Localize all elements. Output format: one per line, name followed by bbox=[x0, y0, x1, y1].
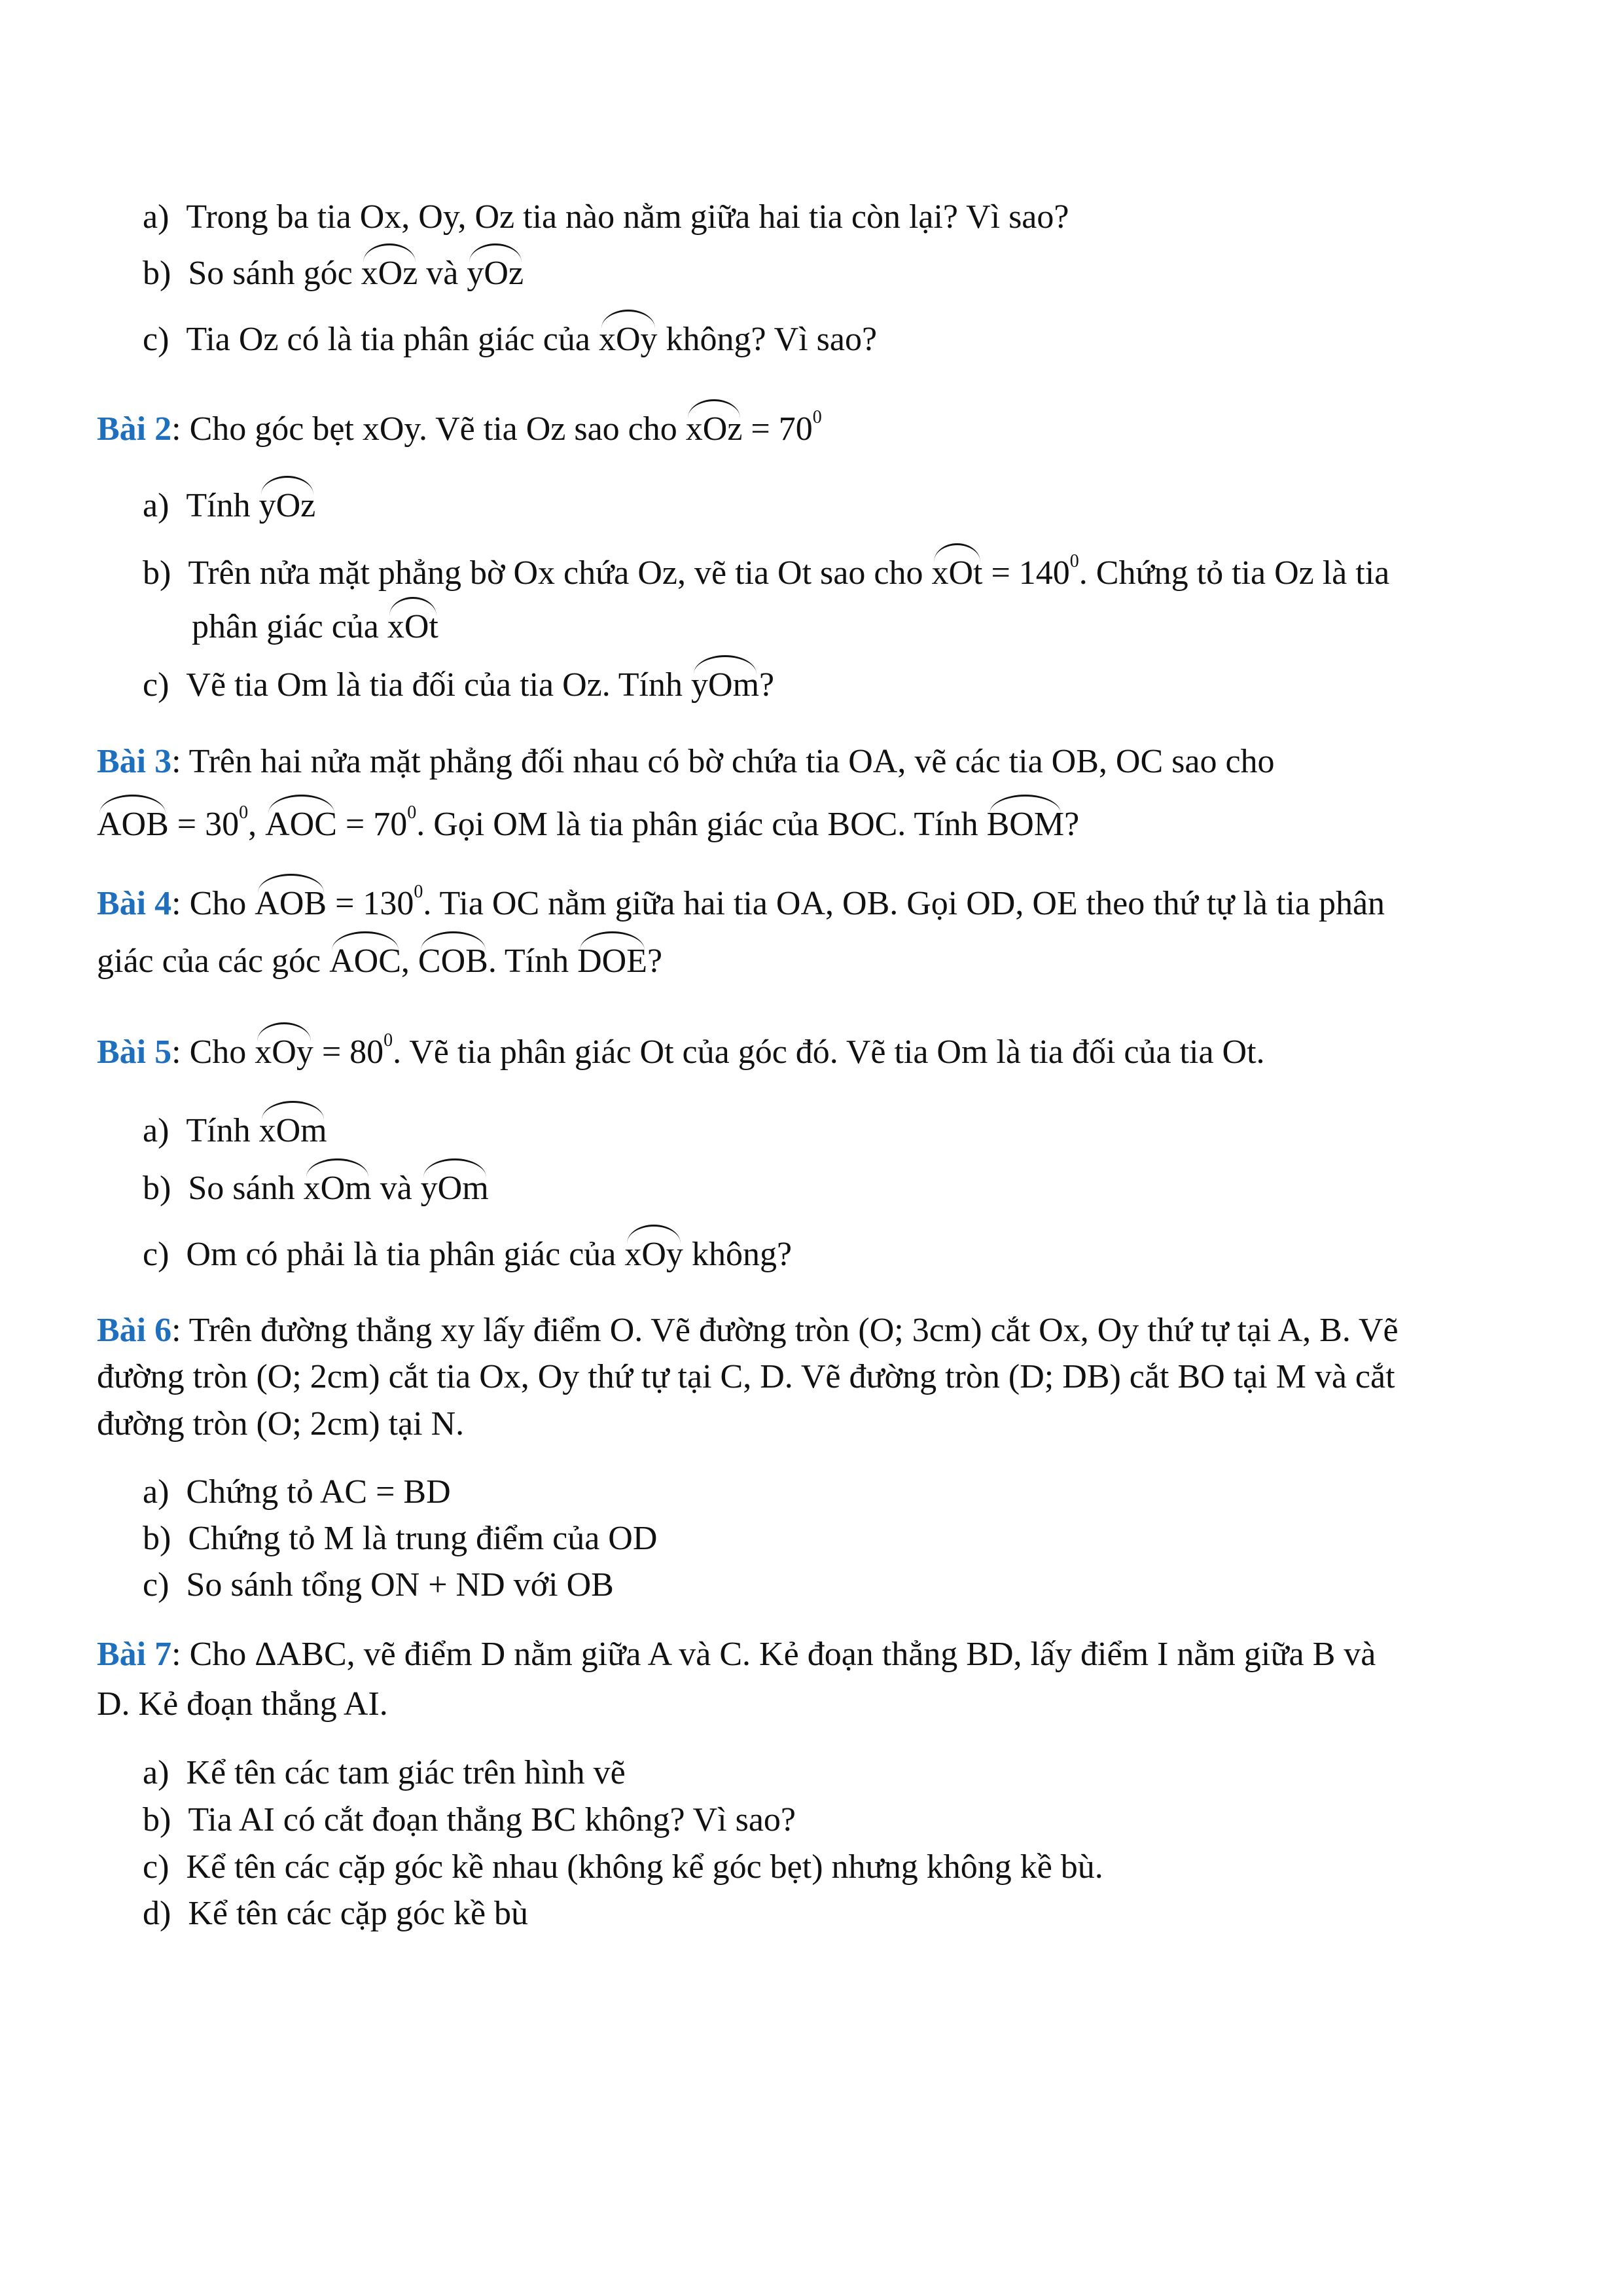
statement-text: : Cho ΔABC, vẽ điểm D nằm giữa A và C. Kẻ đoạn thẳng BD, lấy điểm I nằm giữa B và bbox=[171, 1636, 1376, 1673]
item-text: Om có phải là tia phân giác của bbox=[186, 1236, 625, 1273]
item-text: Tia AI có cắt đoạn thẳng BC không? Vì sao? bbox=[188, 1801, 796, 1839]
item-label: a) bbox=[143, 1473, 169, 1511]
item-text: Kể tên các cặp góc kề nhau (không kể góc bẹt) nhưng không kề bù. bbox=[186, 1848, 1103, 1886]
item-text: So sánh tổng ON + ND với OB bbox=[186, 1566, 614, 1604]
bai2-item-b bbox=[143, 552, 1389, 590]
degree-mark: 0 bbox=[1069, 551, 1079, 571]
angle-symbol: DOE bbox=[577, 942, 647, 980]
bai6-statement bbox=[97, 1314, 1399, 1348]
item-text: Chứng tỏ AC = BD bbox=[186, 1473, 451, 1511]
item-label: b) bbox=[143, 1170, 171, 1207]
bai7-item-d bbox=[143, 1897, 528, 1931]
angle-symbol: xOt bbox=[387, 608, 438, 645]
item-label: c) bbox=[143, 666, 169, 704]
degree-mark: 0 bbox=[414, 882, 423, 902]
bai2-item-c bbox=[143, 668, 774, 702]
statement-text: : Trên đường thẳng xy lấy điểm O. Vẽ đường tròn (O; 3cm) cắt Ox, Oy thứ tự tại A, B. Vẽ bbox=[171, 1312, 1399, 1349]
bai6-statement-line2 bbox=[97, 1360, 1395, 1394]
exercise-label: Bài 2 bbox=[97, 410, 172, 448]
item-text: Trong ba tia Ox, Oy, Oz tia nào nằm giữa hai tia còn lại? Vì sao? bbox=[186, 198, 1069, 236]
item-text: Kể tên các cặp góc kề bù bbox=[188, 1895, 529, 1932]
angle-symbol: xOy bbox=[255, 1033, 313, 1071]
degree-mark: 0 bbox=[239, 802, 249, 823]
item-label: c) bbox=[143, 321, 169, 358]
item-text: không? Vì sao? bbox=[657, 321, 878, 358]
bai6-item-c bbox=[143, 1568, 614, 1602]
equation: = 80 bbox=[313, 1033, 384, 1071]
bai3-statement bbox=[97, 745, 1275, 779]
exercise-label: Bài 4 bbox=[97, 885, 172, 922]
statement-text: ? bbox=[647, 942, 663, 980]
statement-text: : Cho bbox=[171, 885, 255, 922]
angle-symbol: xOt bbox=[931, 554, 983, 592]
separator: , bbox=[248, 806, 266, 843]
bai7-statement bbox=[97, 1638, 1376, 1672]
angle-symbol: COB bbox=[418, 942, 488, 980]
bai3-statement-line2 bbox=[97, 804, 1079, 842]
bai6-item-b bbox=[143, 1522, 657, 1556]
item-text: Tính bbox=[186, 1112, 259, 1149]
equation: = 140 bbox=[982, 554, 1070, 592]
angle-symbol: AOB bbox=[97, 806, 169, 843]
bai4-statement-line2 bbox=[97, 944, 662, 978]
angle-symbol: yOz bbox=[259, 487, 316, 524]
equation: = 70 bbox=[336, 806, 408, 843]
bai2-item-b-continued bbox=[192, 610, 438, 644]
item-label: c) bbox=[143, 1848, 169, 1886]
item-label: d) bbox=[143, 1895, 171, 1932]
statement-text: D. Kẻ đoạn thẳng AI. bbox=[97, 1685, 388, 1723]
bai5-item-c bbox=[143, 1238, 792, 1272]
degree-mark: 0 bbox=[383, 1030, 393, 1050]
item-text: So sánh góc bbox=[188, 255, 361, 292]
equation: = 30 bbox=[168, 806, 240, 843]
exercise-label: Bài 7 bbox=[97, 1636, 172, 1673]
angle-symbol: BOM bbox=[986, 806, 1065, 843]
item-text: Chứng tỏ M là trung điểm của OD bbox=[188, 1520, 658, 1557]
separator: , bbox=[401, 942, 418, 980]
bai7-item-b bbox=[143, 1803, 796, 1837]
statement-text: : Cho góc bẹt xOy. Vẽ tia Oz sao cho bbox=[171, 410, 686, 448]
item-text: Tính bbox=[186, 487, 259, 524]
bai5-statement bbox=[97, 1031, 1265, 1069]
item-label: a) bbox=[143, 1754, 169, 1791]
angle-symbol: AOC bbox=[329, 942, 401, 980]
item-text: Kể tên các tam giác trên hình vẽ bbox=[186, 1754, 626, 1791]
item-text: và bbox=[371, 1170, 421, 1207]
equation: = 70 bbox=[742, 410, 813, 448]
item-text: phân giác của bbox=[192, 608, 387, 645]
degree-mark: 0 bbox=[407, 802, 417, 823]
item-text: và bbox=[418, 255, 467, 292]
exercise-label: Bài 5 bbox=[97, 1033, 172, 1071]
item-text: ? bbox=[759, 666, 775, 704]
statement-text: . Tia OC nằm giữa hai tia OA, OB. Gọi OD, OE theo thứ tự là tia phân bbox=[423, 885, 1385, 922]
statement-text: ? bbox=[1064, 806, 1080, 843]
angle-symbol: xOy bbox=[598, 321, 658, 358]
bai5-item-a bbox=[143, 1114, 327, 1148]
intro-item-c bbox=[143, 323, 877, 357]
bai5-item-b bbox=[143, 1172, 489, 1206]
angle-symbol: yOm bbox=[420, 1170, 489, 1207]
item-text: Vẽ tia Om là tia đối của tia Oz. Tính bbox=[186, 666, 692, 704]
statement-text: đường tròn (O; 2cm) cắt tia Ox, Oy thứ tự tại C, D. Vẽ đường tròn (D; DB) cắt BO tại M và cắt bbox=[97, 1358, 1395, 1395]
bai2-statement bbox=[97, 408, 822, 446]
item-label: b) bbox=[143, 255, 171, 292]
item-label: a) bbox=[143, 198, 169, 236]
degree-mark: 0 bbox=[812, 407, 822, 427]
angle-symbol: xOz bbox=[685, 410, 743, 448]
item-label: c) bbox=[143, 1236, 169, 1273]
bai6-statement-line3 bbox=[97, 1407, 464, 1441]
intro-item-b bbox=[143, 257, 524, 291]
angle-symbol: yOz bbox=[467, 255, 524, 292]
item-text: Tia Oz có là tia phân giác của bbox=[186, 321, 599, 358]
angle-symbol: xOm bbox=[259, 1112, 327, 1149]
item-label: b) bbox=[143, 1801, 171, 1839]
angle-symbol: AOB bbox=[255, 885, 327, 922]
item-label: a) bbox=[143, 1112, 169, 1149]
bai7-statement-line2 bbox=[97, 1687, 388, 1721]
item-label: c) bbox=[143, 1566, 169, 1604]
statement-text: . Gọi OM là tia phân giác của BOC. Tính bbox=[416, 806, 987, 843]
statement-text: . Tính bbox=[488, 942, 578, 980]
bai4-statement bbox=[97, 883, 1385, 921]
statement-text: giác của các góc bbox=[97, 942, 330, 980]
item-text: Trên nửa mặt phẳng bờ Ox chứa Oz, vẽ tia Ot sao cho bbox=[188, 554, 932, 592]
angle-symbol: xOz bbox=[361, 255, 418, 292]
bai2-item-a bbox=[143, 489, 315, 523]
angle-symbol: xOy bbox=[624, 1236, 683, 1273]
exercise-label: Bài 3 bbox=[97, 743, 172, 780]
exercise-label: Bài 6 bbox=[97, 1312, 172, 1349]
item-text: không? bbox=[683, 1236, 793, 1273]
bai7-item-a bbox=[143, 1756, 626, 1790]
statement-text: : Cho bbox=[171, 1033, 255, 1071]
item-label: b) bbox=[143, 1520, 171, 1557]
item-text: So sánh bbox=[188, 1170, 304, 1207]
intro-item-a bbox=[143, 200, 1069, 234]
angle-symbol: AOC bbox=[265, 806, 337, 843]
bai7-item-c bbox=[143, 1850, 1103, 1884]
statement-text: . Vẽ tia phân giác Ot của góc đó. Vẽ tia Om là tia đối của tia Ot. bbox=[393, 1033, 1265, 1071]
item-label: a) bbox=[143, 487, 169, 524]
item-label: b) bbox=[143, 554, 171, 592]
bai6-item-a bbox=[143, 1475, 451, 1509]
item-text: . Chứng tỏ tia Oz là tia bbox=[1079, 554, 1390, 592]
equation: = 130 bbox=[327, 885, 414, 922]
angle-symbol: yOm bbox=[691, 666, 760, 704]
angle-symbol: xOm bbox=[303, 1170, 372, 1207]
statement-text: : Trên hai nửa mặt phẳng đối nhau có bờ chứa tia OA, vẽ các tia OB, OC sao cho bbox=[171, 743, 1275, 780]
statement-text: đường tròn (O; 2cm) tại N. bbox=[97, 1405, 465, 1443]
